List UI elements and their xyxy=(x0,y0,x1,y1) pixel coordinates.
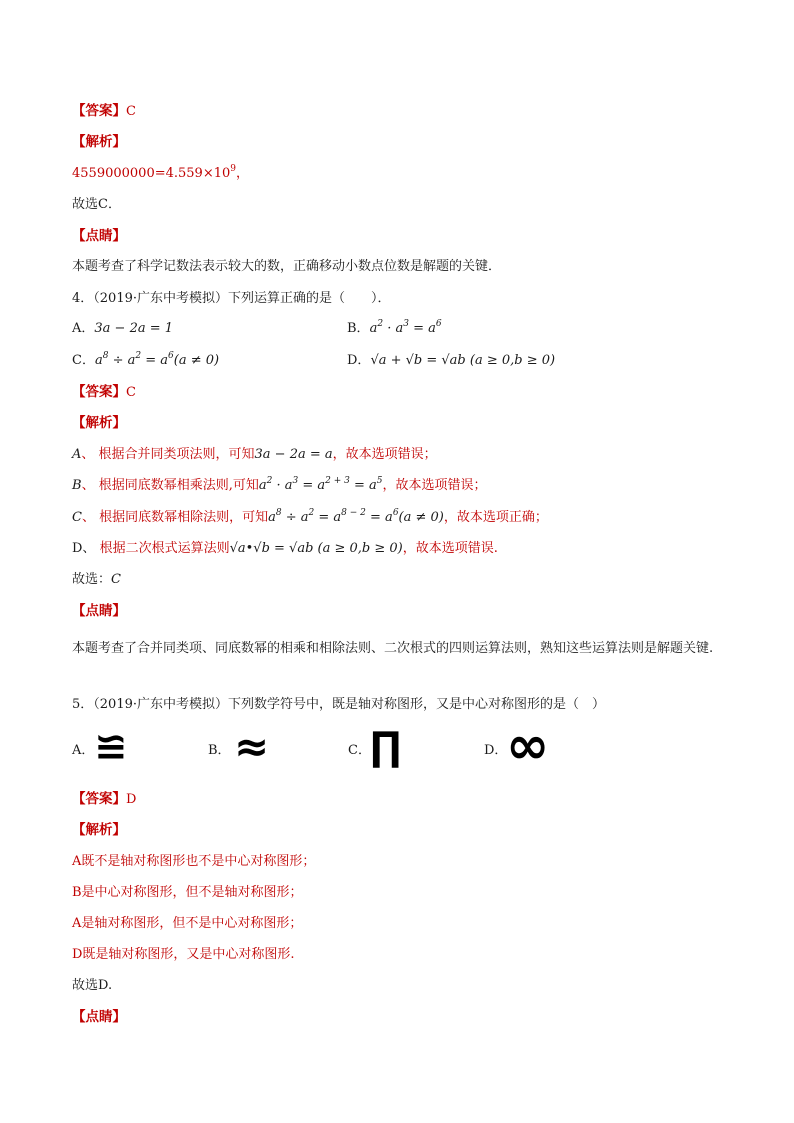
q5-comment-tag: 【点睛】 xyxy=(72,1009,126,1025)
q4-comment-tag: 【点睛】 xyxy=(72,603,126,619)
q4-analysis-tag: 【解析】 xyxy=(72,415,126,431)
q5-option-b-label: B． xyxy=(208,743,231,758)
q5-option-d-label: D． xyxy=(484,743,508,758)
q4-comment-text: 本题考查了合并同类项、同底数幂的相乘和相除法则、二次根式的四则运算法则，熟知这些运算法则是解题关键. xyxy=(72,641,714,656)
q4-option-c: C．$a^8 \div a^2 = a^6(a \ne 0)$ xyxy=(72,351,220,368)
q4-choose-line: 故选：C xyxy=(72,572,121,587)
q5-option-c-label: C． xyxy=(348,743,371,758)
answer-line xyxy=(72,102,136,121)
q5-option-a-label: A． xyxy=(72,743,95,758)
approx-symbol-icon: ≈ xyxy=(234,722,270,771)
q4-option-d: D．√a + √b = √ab (a ≥ 0,b ≥ 0) xyxy=(347,353,556,368)
calculation-line: $4559000000=4.559\times 10^9$， xyxy=(72,164,250,181)
analysis-tag: 【解析】 xyxy=(72,134,126,150)
answer-value: C xyxy=(126,104,136,119)
question-5-stem: 5．（2019·广东中考模拟）下列数学符号中，既是轴对称图形，又是中心对称图形的是（ ） xyxy=(72,697,605,712)
question-4-stem: 4．（2019·广东中考模拟）下列运算正确的是（ ）． xyxy=(72,291,391,306)
q5-analysis-line: A是轴对称图形，但不是中心对称图形； xyxy=(72,916,303,931)
pi-product-symbol-icon: ∏ xyxy=(370,724,402,770)
q5-choose-line: 故选D. xyxy=(72,978,113,993)
q4-analysis-b: B、 根据同底数幂相乘法则,可知$a^2 \cdot a^3 = a^{2 + 3} = a^5$，故本选项错误； xyxy=(72,476,487,493)
answer-tag: 【答案】 xyxy=(72,103,126,119)
q5-analysis-line: A既不是轴对称图形也不是中心对称图形； xyxy=(72,854,316,869)
q4-option-b: B．$a^2 \cdot a^3 = a^6$ xyxy=(347,319,442,336)
q4-analysis-d: D、 根据二次根式运算法则√a•√b = √ab (a ≥ 0,b ≥ 0)，故本选项错误. xyxy=(72,541,498,556)
infinity-symbol-icon: ∞ xyxy=(506,716,550,776)
q4-answer-line: 【答案】C xyxy=(72,384,136,400)
q4-answer-value: C xyxy=(126,385,136,400)
q5-analysis-line: B是中心对称图形，但不是轴对称图形； xyxy=(72,885,303,900)
q5-answer-line: 【答案】D xyxy=(72,791,137,807)
comment-text: 本题考查了科学记数法表示较大的数，正确移动小数点位数是解题的关键． xyxy=(72,259,502,274)
q4-analysis-c: C、 根据同底数幂相除法则，可知$a^8 \div a^2 = a^{8 - 2} = a^6(a \ne 0)$，故本选项正确； xyxy=(72,508,548,525)
q5-analysis-tag: 【解析】 xyxy=(72,822,126,838)
congruent-symbol-icon: ≌ xyxy=(94,724,128,770)
q4-analysis-a: A、 根据合并同类项法则，可知3a − 2a = a，故本选项错误； xyxy=(72,447,437,462)
q4-option-a: A．3a − 2a = 1 xyxy=(72,321,174,336)
q5-analysis-line: D既是轴对称图形，又是中心对称图形. xyxy=(72,947,295,962)
comment-tag: 【点睛】 xyxy=(72,228,126,244)
q5-answer-value: D xyxy=(126,792,137,807)
choose-line: 故选C． xyxy=(72,197,121,212)
